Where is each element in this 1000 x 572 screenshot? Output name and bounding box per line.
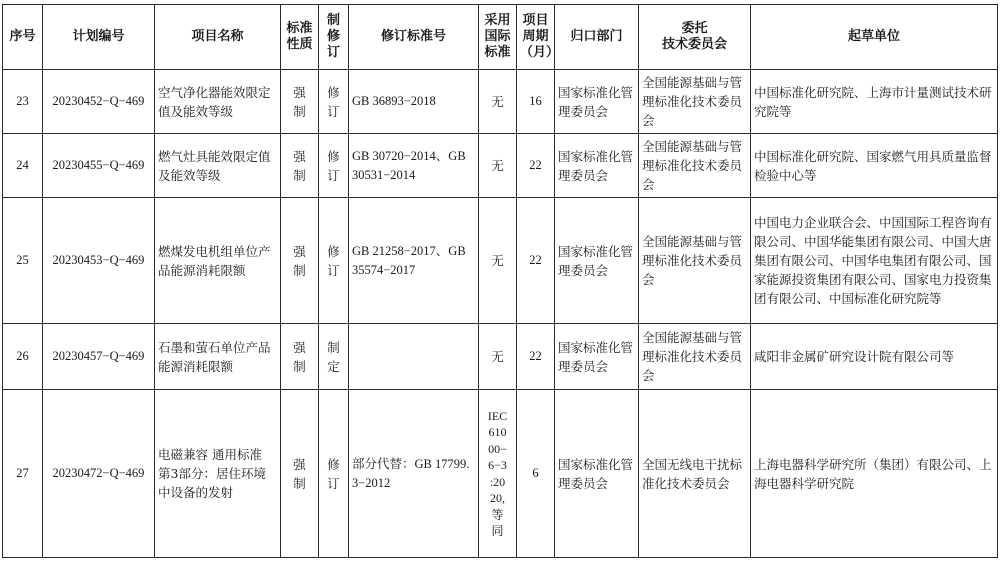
header-cell-standard-nature: 标准 性质 [281,5,319,70]
cell-standard-nature: 强 制 [281,324,319,390]
cell-project-name: 石墨和萤石单位产品能源消耗限额 [155,324,281,390]
cell-index: 23 [3,70,43,134]
cell-index: 24 [3,134,43,198]
cell-project-name: 燃气灶具能效限定值及能效等级 [155,134,281,198]
cell-international-standard: 无 [479,134,517,198]
cell-committee: 全国能源基础与管理标准化技术委员会 [639,198,751,324]
cell-project-cycle: 22 [517,134,555,198]
cell-revised-standard [349,324,479,390]
cell-department: 国家标准化管理委员会 [555,134,639,198]
cell-department: 国家标准化管理委员会 [555,390,639,558]
cell-project-cycle: 16 [517,70,555,134]
table-row [3,390,998,558]
cell-standard-nature: 强 制 [281,390,319,558]
table-row [3,134,998,198]
cell-formulate-revise: 制 定 [319,324,349,390]
cell-drafters: 咸阳非金属矿研究设计院有限公司等 [751,324,998,390]
standards-plan-table [2,4,998,558]
cell-revised-standard: GB 30720−2014、GB 30531−2014 [349,134,479,198]
header-cell-international-standard: 采用 国际 标准 [479,5,517,70]
cell-project-name: 燃煤发电机组单位产品能源消耗限额 [155,198,281,324]
cell-project-cycle: 22 [517,324,555,390]
header-cell-plan-number: 计划编号 [43,5,155,70]
cell-plan-number: 20230455−Q−469 [43,134,155,198]
cell-international-standard: 无 [479,324,517,390]
header-cell-project-name: 项目名称 [155,5,281,70]
cell-revised-standard: 部分代替：GB 17799.3−2012 [349,390,479,558]
header-cell-project-cycle: 项目 周期 （月） [517,5,555,70]
table-row [3,70,998,134]
cell-drafters: 中国标准化研究院、上海市计量测试技术研究院等 [751,70,998,134]
cell-drafters: 中国电力企业联合会、中国国际工程咨询有限公司、中国华能集团有限公司、中国大唐集团有限公司、中国华电集团有限公司、国家能源投资集团有限公司、国家电力投资集团有限公司、中国标准化研究院等 [751,198,998,324]
header-cell-formulate-revise: 制 修 订 [319,5,349,70]
cell-formulate-revise: 修 订 [319,134,349,198]
cell-drafters: 中国标准化研究院、国家燃气用具质量监督检验中心等 [751,134,998,198]
cell-index: 27 [3,390,43,558]
cell-international-standard: 无 [479,70,517,134]
cell-department: 国家标准化管理委员会 [555,198,639,324]
cell-committee: 全国能源基础与管理标准化技术委员会 [639,70,751,134]
cell-standard-nature: 强 制 [281,134,319,198]
cell-project-name: 空气净化器能效限定值及能效等级 [155,70,281,134]
cell-project-cycle: 6 [517,390,555,558]
header-cell-department: 归口部门 [555,5,639,70]
header-cell-committee: 委托 技术委员会 [639,5,751,70]
cell-formulate-revise: 修 订 [319,198,349,324]
cell-project-cycle: 22 [517,198,555,324]
table-row [3,198,998,324]
cell-plan-number: 20230452−Q−469 [43,70,155,134]
cell-index: 25 [3,198,43,324]
cell-project-name: 电磁兼容 通用标准 第3部分：居住环境中设备的发射 [155,390,281,558]
cell-formulate-revise: 修 订 [319,70,349,134]
cell-index: 26 [3,324,43,390]
cell-revised-standard: GB 21258−2017、GB 35574−2017 [349,198,479,324]
cell-standard-nature: 强 制 [281,198,319,324]
header-row [3,5,998,70]
cell-committee: 全国无线电干扰标准化技术委员会 [639,390,751,558]
cell-department: 国家标准化管理委员会 [555,324,639,390]
header-cell-revised-standard: 修订标准号 [349,5,479,70]
cell-international-standard: 无 [479,198,517,324]
cell-drafters: 上海电器科学研究所（集团）有限公司、上海电器科学研究院 [751,390,998,558]
header-cell-drafters: 起草单位 [751,5,998,70]
cell-plan-number: 20230453−Q−469 [43,198,155,324]
cell-revised-standard: GB 36893−2018 [349,70,479,134]
cell-committee: 全国能源基础与管理标准化技术委员会 [639,324,751,390]
header-cell-index: 序号 [3,5,43,70]
cell-department: 国家标准化管理委员会 [555,70,639,134]
cell-formulate-revise: 修 订 [319,390,349,558]
table-row [3,324,998,390]
cell-committee: 全国能源基础与管理标准化技术委员会 [639,134,751,198]
cell-international-standard: IEC 610 00− 6−3 :20 20, 等 同 [479,390,517,558]
cell-plan-number: 20230457−Q−469 [43,324,155,390]
cell-standard-nature: 强 制 [281,70,319,134]
cell-plan-number: 20230472−Q−469 [43,390,155,558]
